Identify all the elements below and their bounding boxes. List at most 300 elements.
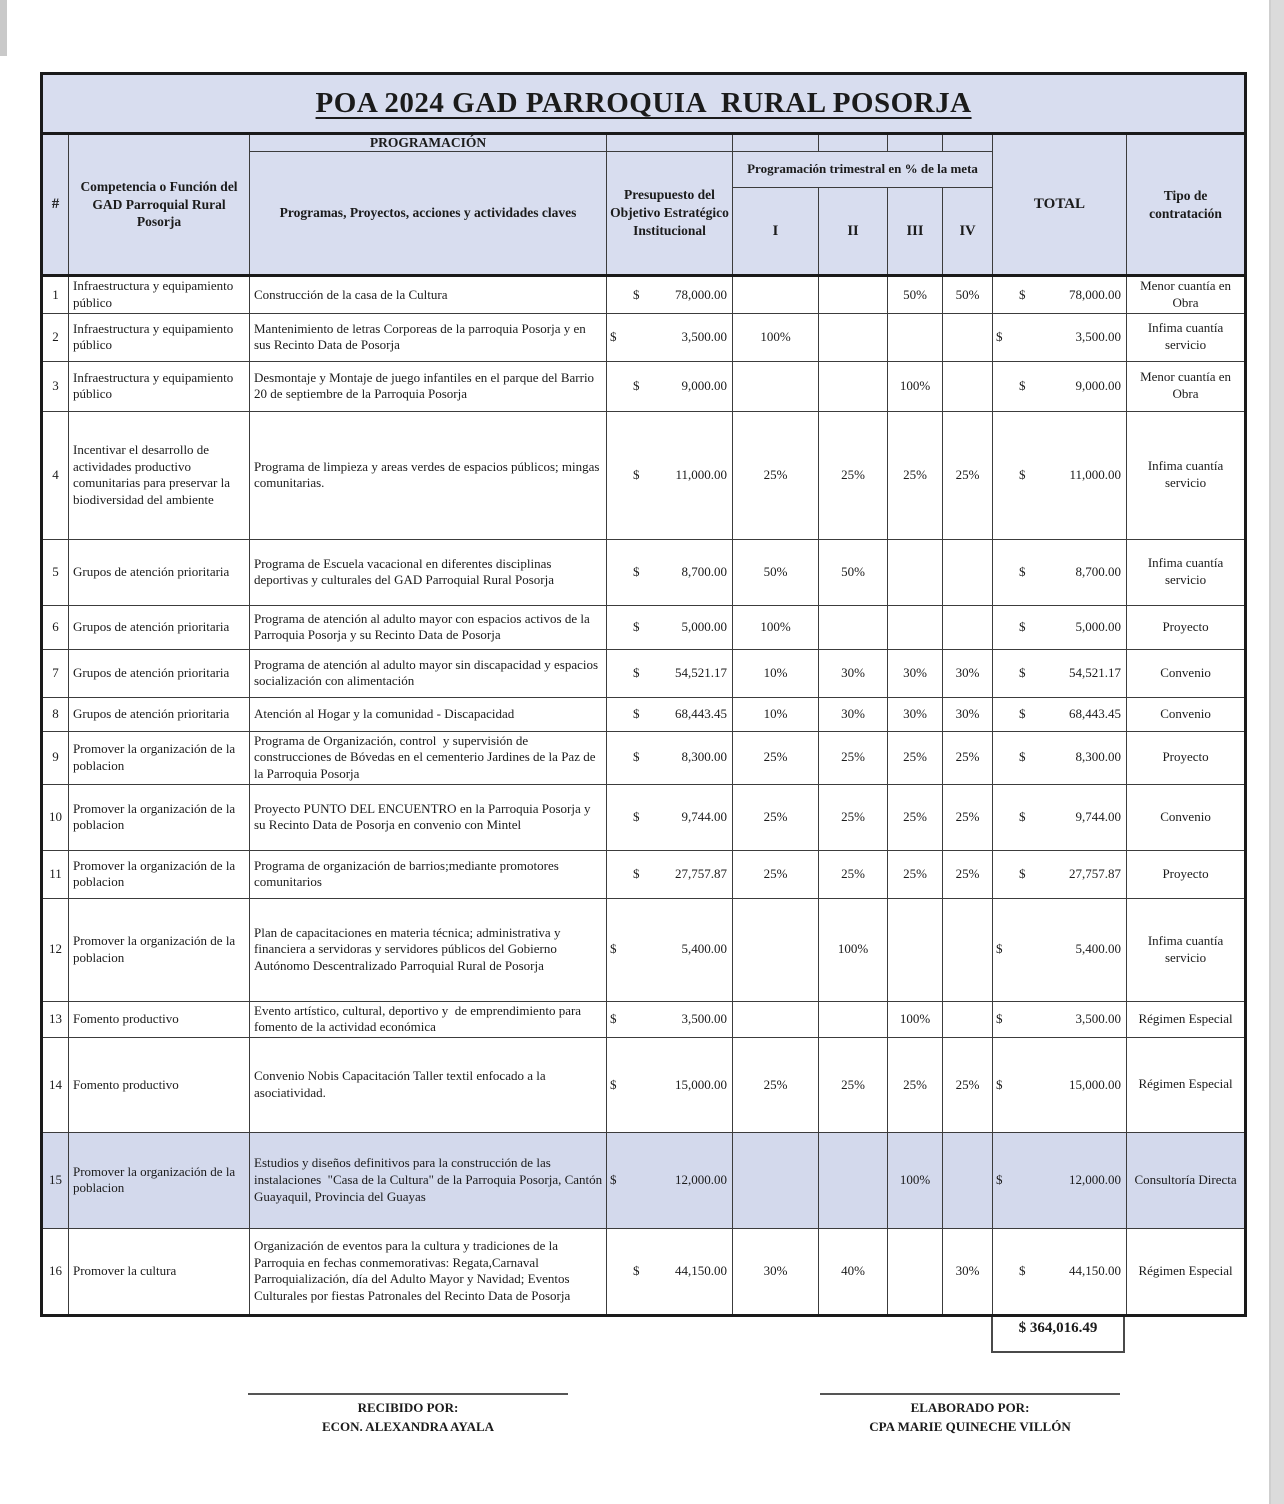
quarter-3-cell: [888, 605, 943, 649]
presupuesto-amount: 68,443.45: [675, 705, 727, 721]
competencia-cell: Infraestructura y equipamiento público: [69, 313, 250, 361]
total-cell: [993, 361, 1127, 411]
quarter-3-cell: [888, 313, 943, 361]
total-cell: [993, 411, 1127, 539]
presupuesto-cell: [607, 276, 733, 314]
presupuesto-value: [607, 287, 732, 304]
signature-block-elaborado: [820, 1393, 1120, 1437]
currency-symbol: $: [1019, 286, 1026, 302]
currency-symbol: $: [1019, 865, 1026, 881]
presupuesto-amount: 3,500.00: [681, 328, 727, 344]
total-amount: 5,000.00: [1075, 618, 1121, 634]
quarter-4-cell: [943, 313, 993, 361]
title-cell: [42, 74, 1246, 134]
presupuesto-value: [607, 941, 732, 958]
total-value: [993, 665, 1126, 682]
row-number-cell: 7: [42, 649, 69, 697]
total-value: [993, 564, 1126, 581]
currency-symbol: $: [633, 377, 640, 393]
quarter-3-cell: 25%: [888, 784, 943, 850]
header-spacer-presupuesto: [607, 134, 733, 152]
quarter-1-cell: [733, 276, 819, 314]
quarter-4-cell: [943, 1132, 993, 1228]
programa-cell: Proyecto PUNTO DEL ENCUENTRO en la Parroquia Posorja y su Recinto Data de Posorja en convenio con Mintel: [250, 784, 607, 850]
total-value: [993, 941, 1126, 958]
presupuesto-amount: 12,000.00: [675, 1172, 727, 1188]
table-row: [42, 898, 1246, 1001]
programa-cell: Convenio Nobis Capacitación Taller textil enfocado a la asociatividad.: [250, 1037, 607, 1132]
presupuesto-amount: 5,000.00: [681, 618, 727, 634]
currency-symbol: $: [1019, 377, 1026, 393]
tipo-contratacion-cell: Infima cuantía servicio: [1127, 539, 1246, 605]
competencia-cell: Promover la organización de la poblacion: [69, 731, 250, 784]
presupuesto-amount: 9,000.00: [681, 377, 727, 393]
quarter-4-cell: [943, 361, 993, 411]
programa-cell: Mantenimiento de letras Corporeas de la parroquia Posorja y en sus Recinto Data de Posorja: [250, 313, 607, 361]
presupuesto-value: [607, 706, 732, 723]
row-number-cell: 3: [42, 361, 69, 411]
page-edge-right: [1269, 0, 1284, 1504]
programa-cell: Desmontaje y Montaje de juego infantiles en el parque del Barrio 20 de septiembre de la Parroquia Posorja: [250, 361, 607, 411]
header-spacer-q1: [733, 134, 819, 152]
quarter-4-cell: 25%: [943, 1037, 993, 1132]
total-cell: [993, 649, 1127, 697]
tipo-contratacion-cell: Proyecto: [1127, 850, 1246, 898]
tipo-contratacion-cell: Régimen Especial: [1127, 1228, 1246, 1315]
currency-symbol: $: [1019, 749, 1026, 765]
programa-cell: Estudios y diseños definitivos para la construcción de las instalaciones "Casa de la Cultura" de la Parroquia Posorja, Cantón Guayaquil, Provincia del Guayas: [250, 1132, 607, 1228]
currency-symbol: $: [633, 1263, 640, 1279]
table-row: [42, 649, 1246, 697]
presupuesto-amount: 9,744.00: [681, 808, 727, 824]
table-row: [42, 731, 1246, 784]
currency-symbol: $: [633, 865, 640, 881]
programa-cell: Programa de atención al adulto mayor con espacios activos de la Parroquia Posorja y su Recinto Data de Posorja: [250, 605, 607, 649]
page-edge-left: [0, 0, 7, 56]
quarter-4-cell: 25%: [943, 784, 993, 850]
programa-cell: Construcción de la casa de la Cultura: [250, 276, 607, 314]
presupuesto-amount: 8,700.00: [681, 563, 727, 579]
total-cell: [993, 1228, 1127, 1315]
quarter-1-cell: 100%: [733, 605, 819, 649]
presupuesto-cell: [607, 1001, 733, 1037]
tipo-contratacion-cell: Convenio: [1127, 784, 1246, 850]
total-amount: 3,500.00: [1075, 328, 1121, 344]
total-amount: 12,000.00: [1069, 1172, 1121, 1188]
quarter-3-cell: 30%: [888, 697, 943, 731]
currency-symbol: $: [1019, 618, 1026, 634]
total-value: [993, 287, 1126, 304]
quarter-4-cell: 25%: [943, 411, 993, 539]
total-cell: [993, 731, 1127, 784]
quarter-4-cell: 50%: [943, 276, 993, 314]
total-amount: 8,700.00: [1075, 563, 1121, 579]
total-amount: 11,000.00: [1069, 466, 1121, 482]
presupuesto-amount: 54,521.17: [675, 664, 727, 680]
programa-cell: Organización de eventos para la cultura y tradiciones de la Parroquia en fechas conmemorativas: Regata,Carnaval Parroquialización, día del Adulto Mayor y Navidad; Eventos Culturales por fiestas Patronales del Recinto Data de Posorja: [250, 1228, 607, 1315]
row-number-cell: 13: [42, 1001, 69, 1037]
quarter-2-cell: 25%: [819, 850, 888, 898]
quarter-1-cell: 50%: [733, 539, 819, 605]
currency-symbol: $: [996, 1010, 1003, 1026]
quarter-3-cell: 100%: [888, 361, 943, 411]
quarter-4-cell: [943, 605, 993, 649]
quarter-4-cell: 30%: [943, 1228, 993, 1315]
row-number-cell: 8: [42, 697, 69, 731]
quarter-2-cell: [819, 276, 888, 314]
total-value: [993, 378, 1126, 395]
column-header-quarter-1: I: [733, 188, 819, 276]
presupuesto-amount: 5,400.00: [681, 941, 727, 957]
presupuesto-amount: 15,000.00: [675, 1076, 727, 1092]
quarter-3-cell: 100%: [888, 1132, 943, 1228]
currency-symbol: $: [633, 286, 640, 302]
currency-symbol: $: [1019, 705, 1026, 721]
row-number-cell: 10: [42, 784, 69, 850]
quarter-4-cell: [943, 1001, 993, 1037]
tipo-contratacion-cell: Proyecto: [1127, 605, 1246, 649]
presupuesto-amount: 8,300.00: [681, 749, 727, 765]
presupuesto-value: [607, 866, 732, 883]
column-header-quarter-2: II: [819, 188, 888, 276]
currency-symbol: $: [996, 1076, 1003, 1092]
competencia-cell: Grupos de atención prioritaria: [69, 539, 250, 605]
total-amount: 3,500.00: [1075, 1010, 1121, 1026]
competencia-cell: Promover la organización de la poblacion: [69, 898, 250, 1001]
table-body: [42, 276, 1246, 1316]
competencia-cell: Infraestructura y equipamiento público: [69, 276, 250, 314]
presupuesto-cell: [607, 697, 733, 731]
row-number-cell: 14: [42, 1037, 69, 1132]
programa-cell: Programa de Escuela vacacional en diferentes disciplinas deportivas y culturales del GAD Parroquial Rural Posorja: [250, 539, 607, 605]
quarter-2-cell: [819, 1132, 888, 1228]
quarter-2-cell: 30%: [819, 697, 888, 731]
header-spacer-q4: [943, 134, 993, 152]
presupuesto-cell: [607, 313, 733, 361]
quarter-3-cell: 25%: [888, 1037, 943, 1132]
total-value: [993, 1263, 1126, 1280]
table-row: [42, 276, 1246, 314]
row-number-cell: 12: [42, 898, 69, 1001]
competencia-cell: Grupos de atención prioritaria: [69, 605, 250, 649]
programa-cell: Programa de Organización, control y supervisión de construcciones de Bóvedas en el cementerio Jardines de la Paz de la Parroquia Posorja: [250, 731, 607, 784]
quarter-3-cell: [888, 539, 943, 605]
tipo-contratacion-cell: Infima cuantía servicio: [1127, 313, 1246, 361]
total-cell: [993, 1037, 1127, 1132]
quarter-2-cell: 25%: [819, 1037, 888, 1132]
quarter-3-cell: 100%: [888, 1001, 943, 1037]
presupuesto-cell: [607, 411, 733, 539]
quarter-1-cell: 10%: [733, 649, 819, 697]
table-row: [42, 850, 1246, 898]
tipo-contratacion-cell: Régimen Especial: [1127, 1037, 1246, 1132]
signature-section: [40, 1393, 1244, 1503]
column-header-tipo-contratacion: Tipo de contratación: [1127, 134, 1246, 276]
column-header-quarter-3: III: [888, 188, 943, 276]
presupuesto-value: [607, 749, 732, 766]
quarter-1-cell: 25%: [733, 1037, 819, 1132]
quarter-1-cell: 100%: [733, 313, 819, 361]
quarter-4-cell: [943, 898, 993, 1001]
programa-cell: Programa de atención al adulto mayor sin discapacidad y espacios socialización con alimentación: [250, 649, 607, 697]
column-header-programas: Programas, Proyectos, acciones y actividades claves: [250, 152, 607, 276]
currency-symbol: $: [633, 563, 640, 579]
tipo-contratacion-cell: Infima cuantía servicio: [1127, 898, 1246, 1001]
quarter-2-cell: 50%: [819, 539, 888, 605]
row-number-cell: 1: [42, 276, 69, 314]
competencia-cell: Fomento productivo: [69, 1037, 250, 1132]
title-row: [42, 74, 1246, 134]
presupuesto-value: [607, 564, 732, 581]
row-number-cell: 16: [42, 1228, 69, 1315]
total-amount: 27,757.87: [1069, 865, 1121, 881]
tipo-contratacion-cell: Infima cuantía servicio: [1127, 411, 1246, 539]
row-number-cell: 4: [42, 411, 69, 539]
total-amount: 78,000.00: [1069, 286, 1121, 302]
row-number-cell: 5: [42, 539, 69, 605]
currency-symbol: $: [1019, 808, 1026, 824]
quarter-4-cell: 30%: [943, 649, 993, 697]
presupuesto-value: [607, 1263, 732, 1280]
programa-cell: Plan de capacitaciones en materia técnica; administrativa y financiera a servidoras y servidores públicos del Gobierno Autónomo Descentralizado Parroquial Rural de Posorja: [250, 898, 607, 1001]
quarter-2-cell: 25%: [819, 784, 888, 850]
total-cell: [993, 276, 1127, 314]
presupuesto-value: [607, 809, 732, 826]
competencia-cell: Incentivar el desarrollo de actividades productivo comunitarias para preservar la biodiversidad del ambiente: [69, 411, 250, 539]
total-value: [993, 706, 1126, 723]
poa-table: [40, 72, 1247, 1317]
currency-symbol: $: [633, 705, 640, 721]
table-row: [42, 697, 1246, 731]
quarter-1-cell: [733, 361, 819, 411]
presupuesto-amount: 44,150.00: [675, 1263, 727, 1279]
quarter-2-cell: 100%: [819, 898, 888, 1001]
currency-symbol: $: [610, 941, 617, 957]
page-title: POA 2024 GAD PARROQUIA RURAL POSORJA: [315, 87, 972, 119]
total-cell: [993, 1132, 1127, 1228]
currency-symbol: $: [633, 466, 640, 482]
quarter-4-cell: 25%: [943, 731, 993, 784]
quarter-1-cell: 25%: [733, 784, 819, 850]
quarter-1-cell: 30%: [733, 1228, 819, 1315]
table-row: [42, 411, 1246, 539]
presupuesto-cell: [607, 605, 733, 649]
quarter-2-cell: [819, 313, 888, 361]
presupuesto-cell: [607, 539, 733, 605]
total-value: [993, 809, 1126, 826]
table-row: [42, 1132, 1246, 1228]
signature-line-recibido: [248, 1393, 568, 1395]
column-header-competencia: Competencia o Función del GAD Parroquial Rural Posorja: [69, 134, 250, 276]
competencia-cell: Grupos de atención prioritaria: [69, 649, 250, 697]
row-number-cell: 6: [42, 605, 69, 649]
table-row: [42, 1037, 1246, 1132]
total-cell: [993, 539, 1127, 605]
table-row: [42, 784, 1246, 850]
currency-symbol: $: [1019, 1263, 1026, 1279]
programa-cell: Programa de organización de barrios;mediante promotores comunitarios: [250, 850, 607, 898]
total-amount: 5,400.00: [1075, 941, 1121, 957]
currency-symbol: $: [1019, 563, 1026, 579]
quarter-3-cell: [888, 898, 943, 1001]
header-programacion-trimestral: Programación trimestral en % de la meta: [733, 152, 993, 188]
tipo-contratacion-cell: Convenio: [1127, 649, 1246, 697]
total-amount: 9,000.00: [1075, 377, 1121, 393]
table-row: [42, 313, 1246, 361]
row-number-cell: 2: [42, 313, 69, 361]
tipo-contratacion-cell: Régimen Especial: [1127, 1001, 1246, 1037]
row-number-cell: 9: [42, 731, 69, 784]
recibido-por-label: RECIBIDO POR:: [357, 1399, 459, 1415]
table-row: [42, 361, 1246, 411]
total-value: [993, 1077, 1126, 1094]
total-amount: 8,300.00: [1075, 749, 1121, 765]
presupuesto-value: [607, 467, 732, 484]
currency-symbol: $: [996, 328, 1003, 344]
presupuesto-amount: 3,500.00: [681, 1010, 727, 1026]
tipo-contratacion-cell: Convenio: [1127, 697, 1246, 731]
presupuesto-cell: [607, 1037, 733, 1132]
quarter-3-cell: [888, 1228, 943, 1315]
table-row: [42, 605, 1246, 649]
elaborado-por-label: ELABORADO POR:: [910, 1399, 1030, 1415]
elaborado-por-name: CPA MARIE QUINECHE VILLÓN: [869, 1419, 1071, 1435]
total-cell: [993, 697, 1127, 731]
total-cell: [993, 1001, 1127, 1037]
total-amount: 54,521.17: [1069, 664, 1121, 680]
table-header: [42, 74, 1246, 276]
column-header-total: TOTAL: [993, 134, 1127, 276]
quarter-4-cell: 30%: [943, 697, 993, 731]
quarter-2-cell: 25%: [819, 731, 888, 784]
presupuesto-cell: [607, 850, 733, 898]
quarter-1-cell: 10%: [733, 697, 819, 731]
quarter-1-cell: [733, 1001, 819, 1037]
competencia-cell: Promover la organización de la poblacion: [69, 784, 250, 850]
presupuesto-amount: 78,000.00: [675, 286, 727, 302]
presupuesto-cell: [607, 1228, 733, 1315]
competencia-cell: Infraestructura y equipamiento público: [69, 361, 250, 411]
quarter-1-cell: 25%: [733, 731, 819, 784]
column-header-num: #: [42, 134, 69, 276]
currency-symbol: $: [1019, 664, 1026, 680]
total-value: [993, 749, 1126, 766]
quarter-1-cell: [733, 1132, 819, 1228]
total-cell: [993, 605, 1127, 649]
quarter-2-cell: [819, 1001, 888, 1037]
presupuesto-value: [607, 665, 732, 682]
presupuesto-cell: [607, 898, 733, 1001]
presupuesto-cell: [607, 731, 733, 784]
header-spacer-q3: [888, 134, 943, 152]
total-value: [993, 866, 1126, 883]
total-value: [993, 467, 1126, 484]
presupuesto-value: [607, 1172, 732, 1189]
currency-symbol: $: [633, 808, 640, 824]
row-number-cell: 15: [42, 1132, 69, 1228]
quarter-1-cell: 25%: [733, 411, 819, 539]
quarter-2-cell: 40%: [819, 1228, 888, 1315]
competencia-cell: Promover la organización de la poblacion: [69, 850, 250, 898]
tipo-contratacion-cell: Proyecto: [1127, 731, 1246, 784]
quarter-3-cell: 30%: [888, 649, 943, 697]
competencia-cell: Promover la cultura: [69, 1228, 250, 1315]
tipo-contratacion-cell: Consultoría Directa: [1127, 1132, 1246, 1228]
total-cell: [993, 784, 1127, 850]
quarter-2-cell: 30%: [819, 649, 888, 697]
total-cell: [993, 313, 1127, 361]
quarter-3-cell: 25%: [888, 850, 943, 898]
column-header-presupuesto: Presupuesto del Objetivo Estratégico Institucional: [607, 152, 733, 276]
currency-symbol: $: [633, 618, 640, 634]
signature-line-elaborado: [820, 1393, 1120, 1395]
programa-cell: Programa de limpieza y areas verdes de espacios públicos; mingas comunitarias.: [250, 411, 607, 539]
currency-symbol: $: [610, 1172, 617, 1188]
presupuesto-amount: 27,757.87: [675, 865, 727, 881]
total-amount: 44,150.00: [1069, 1263, 1121, 1279]
presupuesto-value: [607, 329, 732, 346]
quarter-1-cell: [733, 898, 819, 1001]
total-cell: [993, 850, 1127, 898]
presupuesto-amount: 11,000.00: [675, 466, 727, 482]
currency-symbol: $: [610, 328, 617, 344]
currency-symbol: $: [996, 1172, 1003, 1188]
presupuesto-value: [607, 1077, 732, 1094]
total-value: [993, 619, 1126, 636]
presupuesto-cell: [607, 361, 733, 411]
signature-block-recibido: [248, 1393, 568, 1437]
total-amount: 9,744.00: [1075, 808, 1121, 824]
total-value: [993, 329, 1126, 346]
currency-symbol: $: [610, 1076, 617, 1092]
recibido-por-name: ECON. ALEXANDRA AYALA: [321, 1419, 495, 1435]
presupuesto-value: [607, 619, 732, 636]
row-number-cell: 11: [42, 850, 69, 898]
column-header-quarter-4: IV: [943, 188, 993, 276]
table-row: [42, 539, 1246, 605]
programa-cell: Evento artístico, cultural, deportivo y de emprendimiento para fomento de la actividad económica: [250, 1001, 607, 1037]
currency-symbol: $: [996, 941, 1003, 957]
quarter-3-cell: 50%: [888, 276, 943, 314]
header-row-programacion: [42, 134, 1246, 152]
competencia-cell: Promover la organización de la poblacion: [69, 1132, 250, 1228]
quarter-1-cell: 25%: [733, 850, 819, 898]
presupuesto-cell: [607, 1132, 733, 1228]
presupuesto-value: [607, 1011, 732, 1028]
presupuesto-cell: [607, 784, 733, 850]
currency-symbol: $: [610, 1010, 617, 1026]
quarter-4-cell: 25%: [943, 850, 993, 898]
total-amount: 68,443.45: [1069, 705, 1121, 721]
tipo-contratacion-cell: Menor cuantía en Obra: [1127, 276, 1246, 314]
tipo-contratacion-cell: Menor cuantía en Obra: [1127, 361, 1246, 411]
table-row: [42, 1001, 1246, 1037]
currency-symbol: $: [633, 749, 640, 765]
total-cell: [993, 898, 1127, 1001]
quarter-2-cell: [819, 605, 888, 649]
poa-sheet: [40, 72, 1244, 1503]
header-spacer-q2: [819, 134, 888, 152]
quarter-4-cell: [943, 539, 993, 605]
quarter-3-cell: 25%: [888, 411, 943, 539]
competencia-cell: Grupos de atención prioritaria: [69, 697, 250, 731]
total-value: [993, 1011, 1126, 1028]
presupuesto-cell: [607, 649, 733, 697]
presupuesto-value: [607, 378, 732, 395]
competencia-cell: Fomento productivo: [69, 1001, 250, 1037]
grand-total-box: $ 364,016.49: [991, 1317, 1125, 1353]
currency-symbol: $: [633, 664, 640, 680]
